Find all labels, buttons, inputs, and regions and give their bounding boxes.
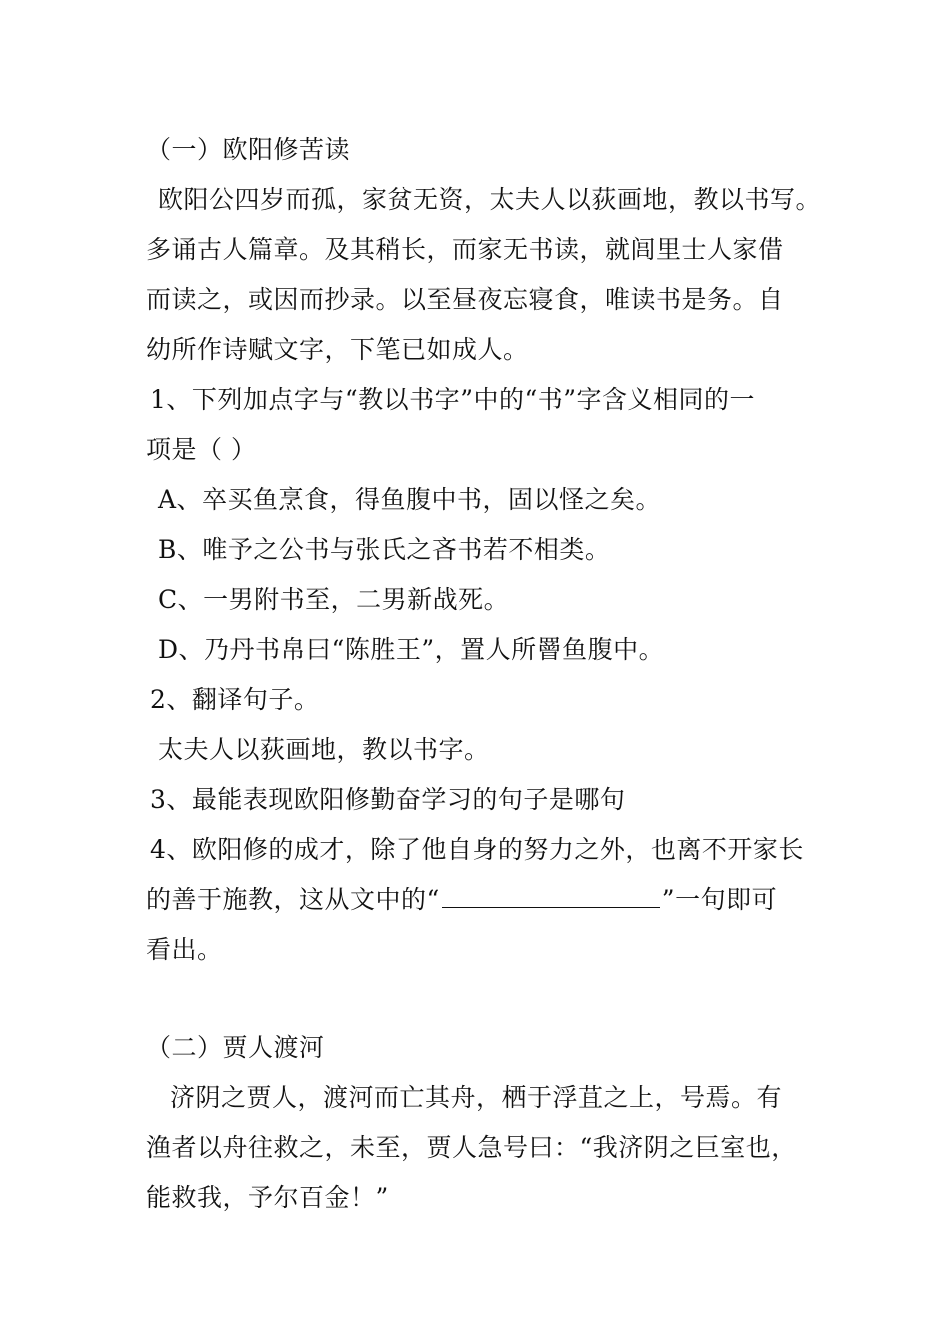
question-4-line-2 bbox=[146, 884, 777, 916]
passage-2-line-2: 渔者以舟往救之，未至，贾人急号曰：“我济阴之巨室也， bbox=[146, 1133, 797, 1162]
section-heading-2: （二）贾人渡河 bbox=[146, 1033, 325, 1062]
question-4-line-3: 看出。 bbox=[146, 935, 223, 964]
passage-1-line-2: 多诵古人篇章。及其稍长，而家无书读，就闾里士人家借 bbox=[146, 235, 784, 264]
question-4-text-after-blank: ”一句即可 bbox=[661, 885, 778, 914]
passage-2-line-3: 能救我，予尔百金！” bbox=[146, 1183, 389, 1212]
question-1-line-2: 项是（ ） bbox=[146, 435, 257, 464]
question-3: 3、最能表现欧阳修勤奋学习的句子是哪句 bbox=[150, 785, 626, 814]
question-4-line-1: 4、欧阳修的成才，除了他自身的努力之外，也离不开家长 bbox=[150, 835, 804, 864]
option-d: D、乃丹书帛曰“陈胜王”，置人所罾鱼腹中。 bbox=[158, 635, 665, 664]
option-a: A、卒买鱼烹食，得鱼腹中书，固以怪之矣。 bbox=[158, 485, 662, 514]
section-heading-1: （一）欧阳修苦读 bbox=[146, 135, 351, 164]
passage-1-line-1: 欧阳公四岁而孤，家贫无资，太夫人以荻画地，教以书写。 bbox=[158, 185, 822, 214]
question-4-text-before-blank: 的善于施教，这从文中的“ bbox=[146, 885, 440, 914]
passage-2-line-1: 济阴之贾人，渡河而亡其舟，栖于浮苴之上，号焉。有 bbox=[170, 1083, 783, 1112]
question-2-prompt: 2、翻译句子。 bbox=[150, 685, 320, 714]
option-c: C、一男附书至，二男新战死。 bbox=[158, 585, 510, 614]
answer-blank[interactable] bbox=[442, 885, 660, 908]
passage-1-line-4: 幼所作诗赋文字，下笔已如成人。 bbox=[146, 335, 529, 364]
passage-1-line-3: 而读之，或因而抄录。以至昼夜忘寝食，唯读书是务。自 bbox=[146, 285, 784, 314]
question-2-sentence: 太夫人以荻画地，教以书字。 bbox=[158, 735, 490, 764]
question-1-line-1: 1、下列加点字与“教以书字”中的“书”字含义相同的一 bbox=[150, 385, 756, 414]
option-b: B、唯予之公书与张氏之吝书若不相类。 bbox=[158, 535, 611, 564]
